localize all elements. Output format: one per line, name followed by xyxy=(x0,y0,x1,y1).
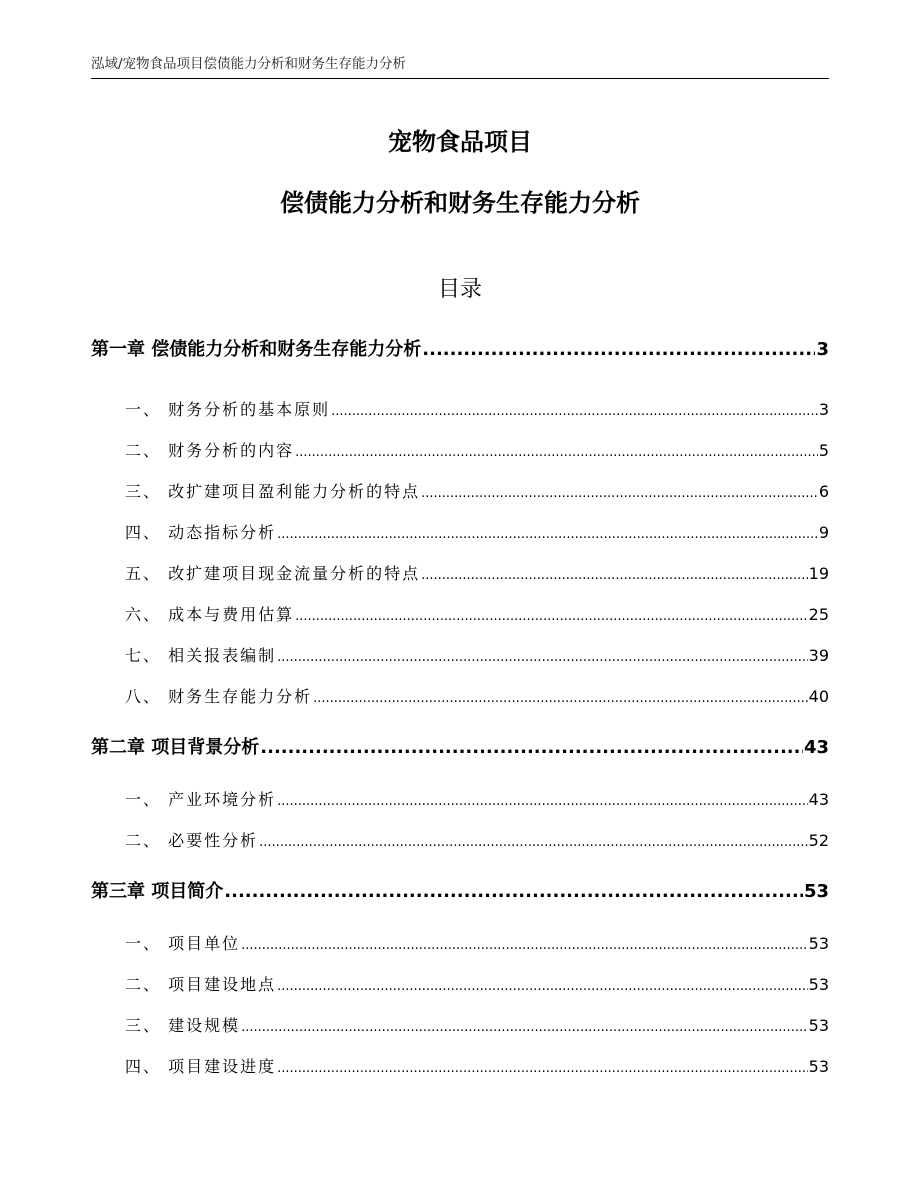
toc-entry-label: 二、 必要性分析 xyxy=(125,831,259,850)
toc-page-number: 43 xyxy=(803,737,829,758)
toc-entry-label: 第三章 项目简介 xyxy=(91,881,224,902)
toc-page-number: 53 xyxy=(808,975,829,994)
toc-page-number: 53 xyxy=(808,1016,829,1035)
dot-leader xyxy=(422,339,815,360)
dot-leader xyxy=(277,1057,808,1076)
toc-entry-label: 第一章 偿债能力分析和财务生存能力分析 xyxy=(91,339,422,360)
toc-section-1-8[interactable] xyxy=(125,684,829,707)
toc-section-1-5[interactable] xyxy=(125,561,829,584)
dot-leader xyxy=(241,934,808,953)
toc-entry-label: 第二章 项目背景分析 xyxy=(91,737,260,758)
toc-page-number: 43 xyxy=(808,790,829,809)
toc-entry-label: 一、 项目单位 xyxy=(125,934,241,953)
toc-chapter-2[interactable] xyxy=(91,733,829,759)
toc-entry-label: 一、 财务分析的基本原则 xyxy=(125,400,331,419)
toc-chapter-3[interactable] xyxy=(91,877,829,903)
dot-leader xyxy=(295,441,818,460)
toc-page-number: 40 xyxy=(808,687,829,706)
toc-page-number: 6 xyxy=(818,482,829,501)
toc-heading: 目录 xyxy=(437,277,482,302)
toc-section-1-1[interactable] xyxy=(125,397,829,420)
toc-section-3-3[interactable] xyxy=(125,1013,829,1036)
toc-section-1-3[interactable] xyxy=(125,479,829,502)
toc-section-2-2[interactable] xyxy=(125,828,829,851)
toc-entry-label: 四、 项目建设进度 xyxy=(125,1057,277,1076)
toc-page-number: 9 xyxy=(818,523,829,542)
toc-entry-label: 二、 财务分析的内容 xyxy=(125,441,295,460)
toc-entry-label: 四、 动态指标分析 xyxy=(125,523,277,542)
toc-page-number: 3 xyxy=(816,339,829,360)
toc-entry-label: 五、 改扩建项目现金流量分析的特点 xyxy=(125,564,421,583)
toc-page-number: 5 xyxy=(818,441,829,460)
toc-entry-label: 二、 项目建设地点 xyxy=(125,975,277,994)
dot-leader xyxy=(295,605,808,624)
toc-section-3-2[interactable] xyxy=(125,972,829,995)
toc-page-number: 25 xyxy=(808,605,829,624)
toc-section-2-1[interactable] xyxy=(125,787,829,810)
toc-entry-label: 八、 财务生存能力分析 xyxy=(125,687,313,706)
toc-chapter-1[interactable] xyxy=(91,335,829,361)
toc-section-1-2[interactable] xyxy=(125,438,829,461)
dot-leader xyxy=(277,790,808,809)
toc-section-3-1[interactable] xyxy=(125,931,829,954)
toc-page-number: 39 xyxy=(808,646,829,665)
toc-page-number: 53 xyxy=(808,1057,829,1076)
toc-section-1-7[interactable] xyxy=(125,643,829,666)
document-title-line-2: 偿债能力分析和财务生存能力分析 xyxy=(280,189,640,217)
toc-page-number: 53 xyxy=(803,881,829,902)
dot-leader xyxy=(331,400,818,419)
toc-section-1-6[interactable] xyxy=(125,602,829,625)
toc-page-number: 52 xyxy=(808,831,829,850)
dot-leader xyxy=(277,975,808,994)
dot-leader xyxy=(421,482,818,501)
dot-leader xyxy=(421,564,808,583)
toc-entry-label: 一、 产业环境分析 xyxy=(125,790,277,809)
dot-leader xyxy=(313,687,808,706)
toc-page-number: 19 xyxy=(808,564,829,583)
toc-entry-label: 七、 相关报表编制 xyxy=(125,646,277,665)
toc-entry-label: 三、 建设规模 xyxy=(125,1016,241,1035)
dot-leader xyxy=(224,881,803,902)
toc-entry-label: 六、 成本与费用估算 xyxy=(125,605,295,624)
running-header: 泓域/宠物食品项目偿债能力分析和财务生存能力分析 xyxy=(91,52,829,79)
toc-page-number: 3 xyxy=(818,400,829,419)
dot-leader xyxy=(241,1016,808,1035)
toc-entry-label: 三、 改扩建项目盈利能力分析的特点 xyxy=(125,482,421,501)
toc-section-1-4[interactable] xyxy=(125,520,829,543)
dot-leader xyxy=(277,646,808,665)
dot-leader xyxy=(260,737,803,758)
dot-leader xyxy=(259,831,808,850)
toc-page-number: 53 xyxy=(808,934,829,953)
toc-section-3-4[interactable] xyxy=(125,1054,829,1077)
dot-leader xyxy=(277,523,818,542)
document-title-line-1: 宠物食品项目 xyxy=(388,128,532,156)
